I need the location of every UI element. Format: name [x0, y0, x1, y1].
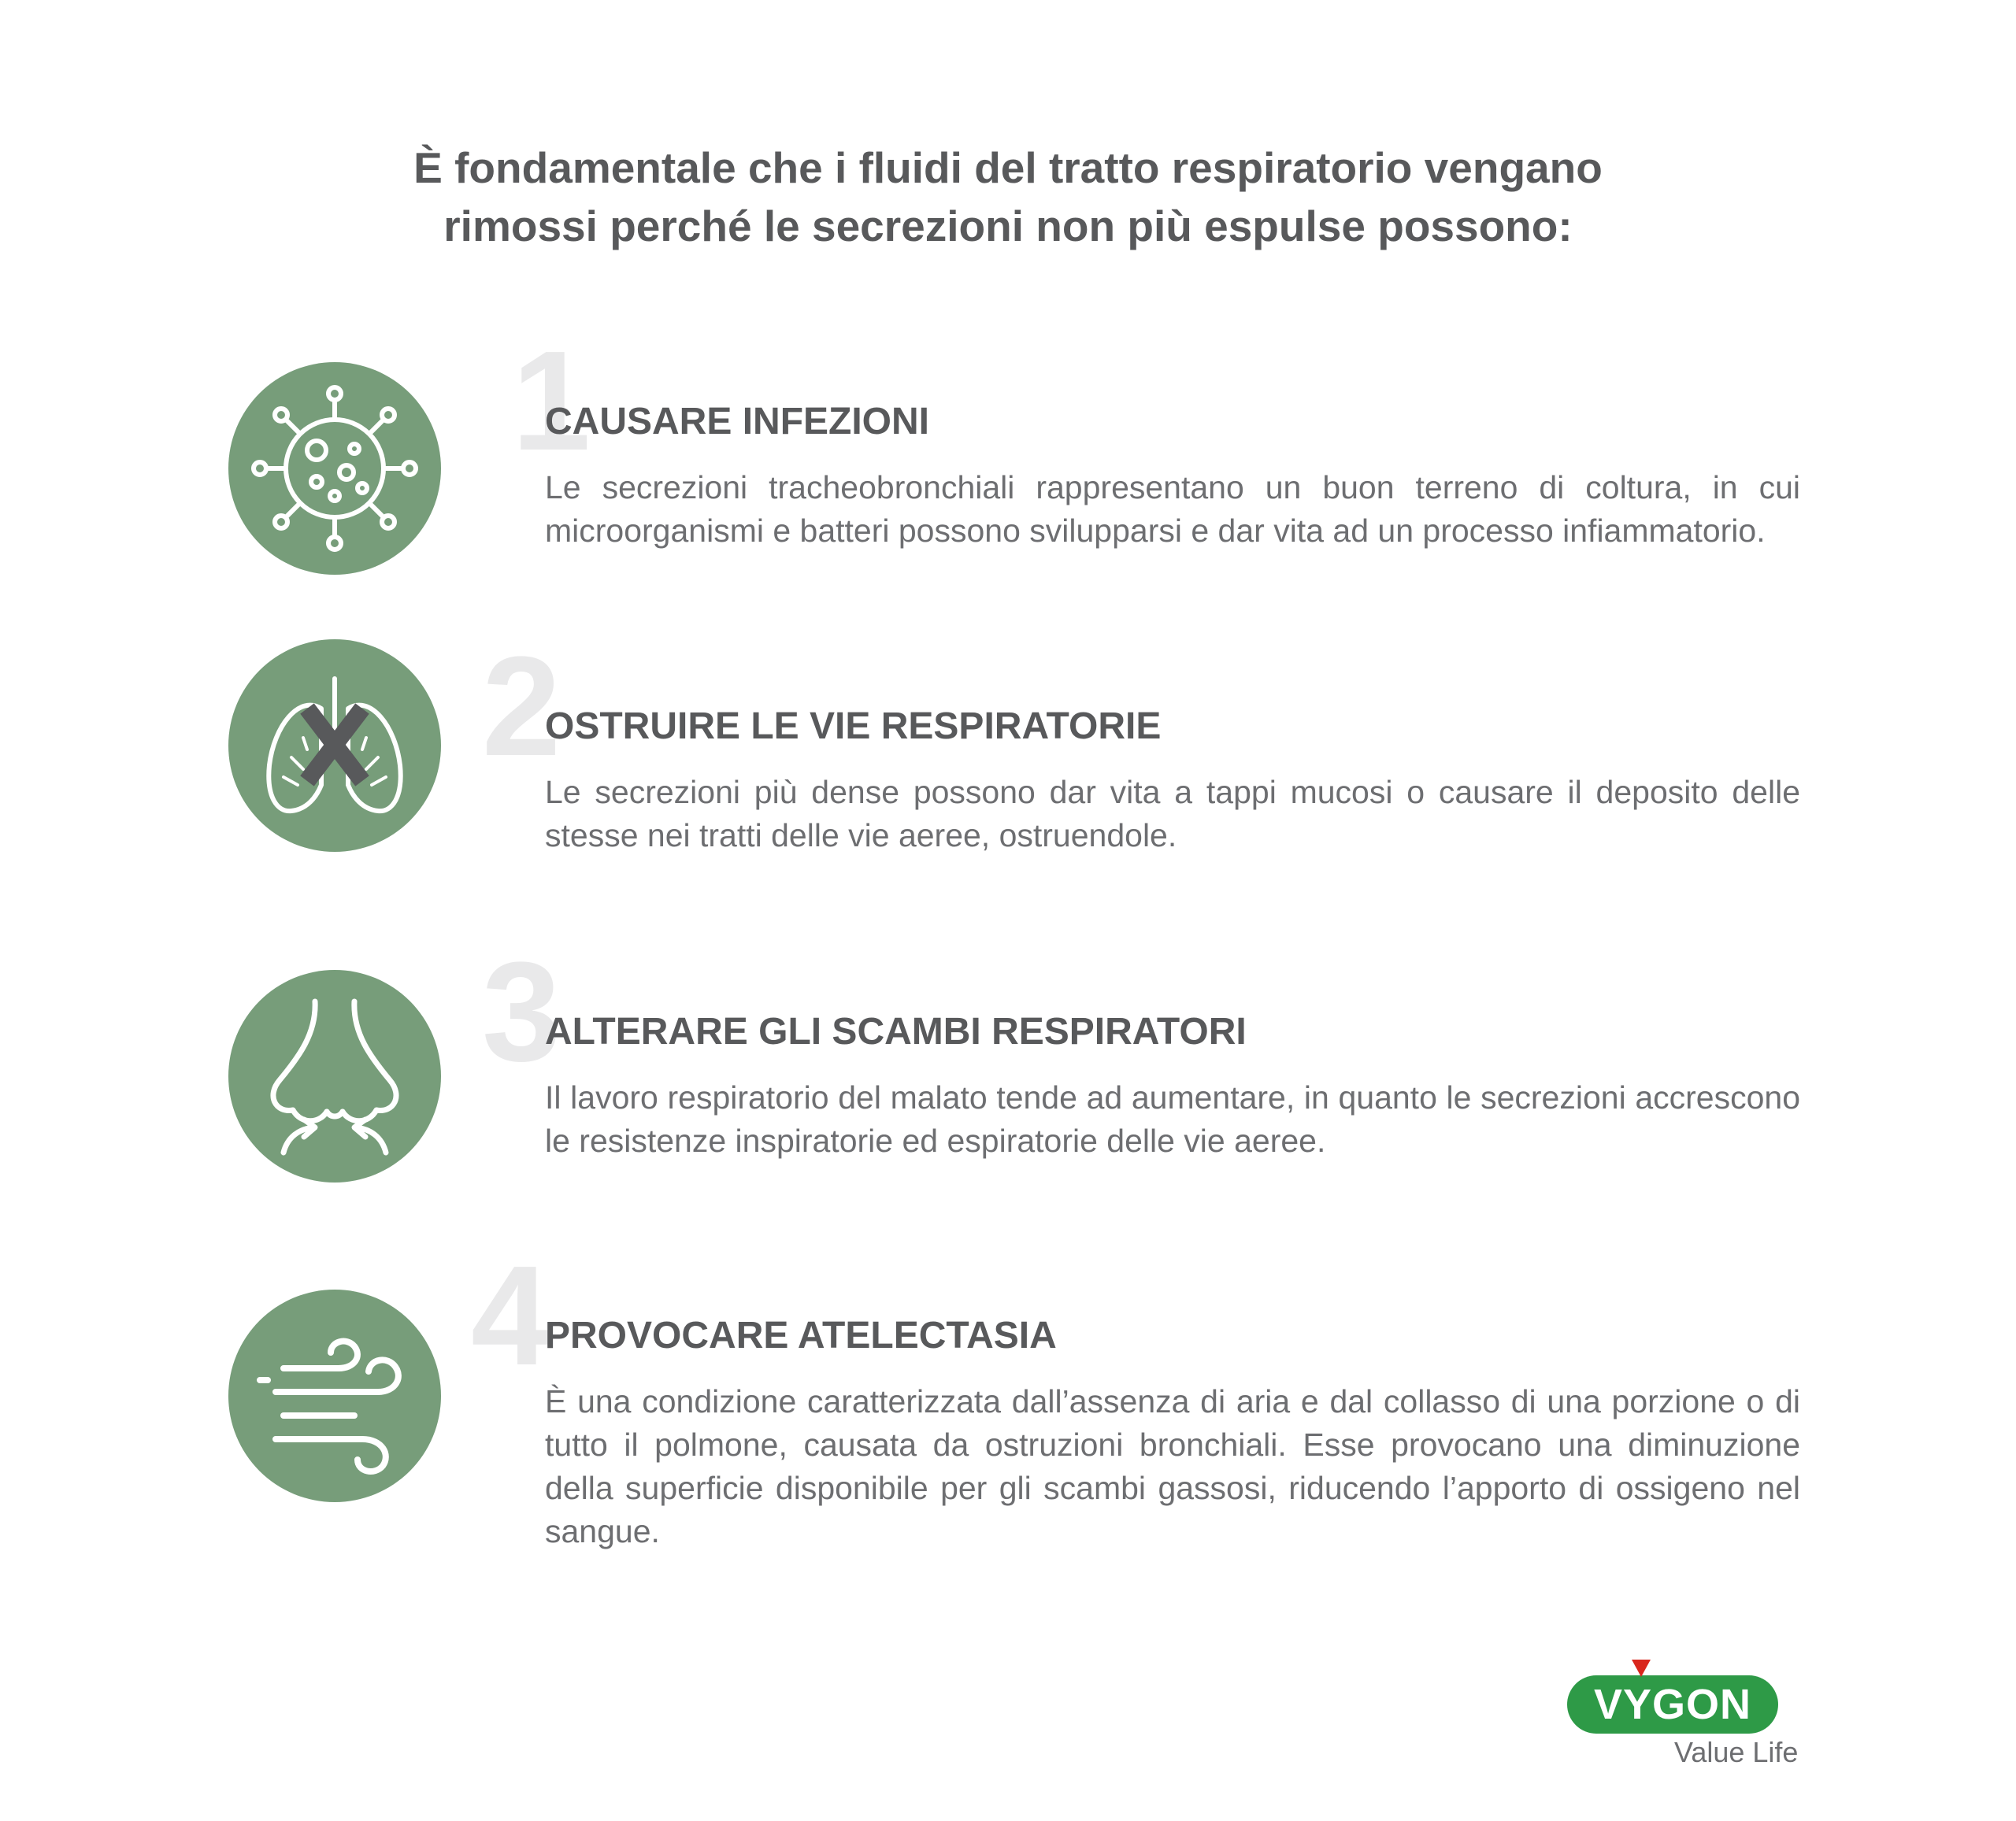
item-heading: PROVOCARE ATELECTASIA [545, 1315, 1057, 1356]
item-number: 2 [482, 627, 561, 786]
vygon-logo [1567, 1660, 1803, 1768]
item-number: 3 [482, 933, 561, 1091]
item-text: Il lavoro respiratorio del malato tende ad aumentare, in quanto le secrezioni accrescono le resistenze inspiratorie ed espiratorie delle vie aeree. [545, 1079, 1800, 1159]
item-heading: ALTERARE GLI SCAMBI RESPIRATORI [545, 1011, 1247, 1053]
wind-icon [228, 1290, 441, 1502]
item-number: 4 [471, 1237, 550, 1395]
lungs-blocked-icon [228, 639, 441, 852]
logo-tagline: Value Life [1674, 1736, 1799, 1768]
page-title-line-1: È fondamentale che i fluidi del tratto respiratorio vengano [413, 143, 1603, 192]
page-title [0, 139, 2016, 255]
page-title-line-2: rimossi perché le secrezioni non più espulse possono: [443, 202, 1573, 250]
nose-icon-circle [228, 970, 441, 1183]
item-heading: OSTRUIRE LE VIE RESPIRATORIE [545, 705, 1162, 747]
item-text: Le secrezioni tracheobronchiali rappresentano un buon terreno di coltura, in cui microorganismi e batteri possono svilupparsi e dar vita ad un processo infiammatorio. [545, 469, 1800, 549]
nose-breathing-icon [228, 970, 441, 1183]
item-text: È una condizione caratterizzata dall’assenza di aria e dal collasso di una porzione o di tutto il polmone, causata da ostruzioni bronchiali. Esse provocano una diminuzione della superficie disponibile per gli scambi gassosi, riducendo l’apporto di ossigeno nel sangue. [545, 1383, 1800, 1549]
logo-brand: VYGON [1593, 1681, 1752, 1728]
virus-icon-circle [228, 362, 441, 575]
virus-icon [228, 362, 441, 575]
item-number: 1 [512, 322, 591, 480]
item-text: Le secrezioni più dense possono dar vita a tappi mucosi o causare il deposito delle stesse nei tratti delle vie aeree, ostruendole. [545, 774, 1800, 853]
wind-icon-circle [228, 1290, 441, 1502]
item-heading: CAUSARE INFEZIONI [545, 401, 930, 442]
lungs-icon-circle [228, 639, 441, 852]
logo-red-triangle-icon [1632, 1660, 1651, 1677]
